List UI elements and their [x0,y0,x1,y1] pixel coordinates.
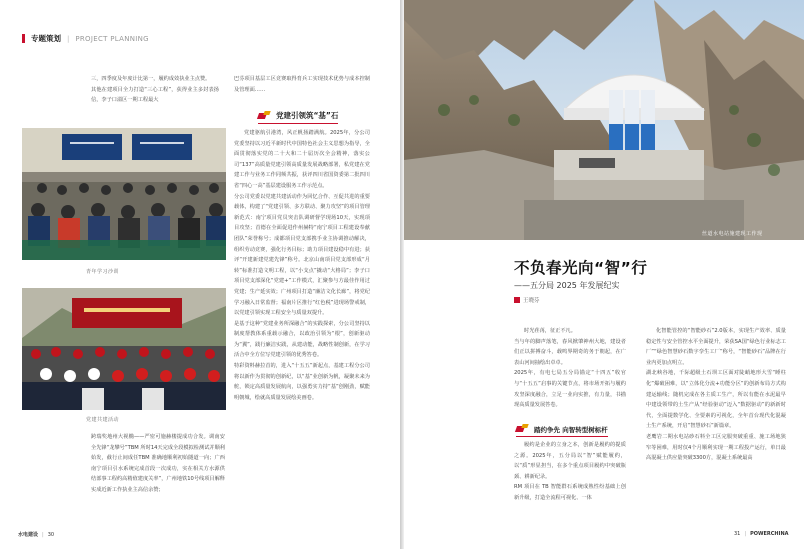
article-subtitle: ——五分局 2025 年发展纪实 [514,281,620,290]
right-col2: 化智能管控的“智能砂石”2.0版本，实现生产效率、质量稳定性与安全管控水平全面提升，荣获SA国“绿色行业标志工厂”“绿色智慧砂石数字孪生工厂”称号，“智能砂石”品牌在行业内更加点明立。 湖北峡谷地，千际超级土石坝工区面对陡峭地形大雪“睡柱化”爆破困难，以“立体化分流+功能分区”的创新布局方式构建运输线；随机完成在各主质工生产，所以有能在水泥最早中建设领带的土生产从“经验驱动”迈入“数据驱动”的新新时代，全面提数学化、全要素的可视化，全年首台现代化混凝土生产系统，开启“智慧砂石”新篇章。 老鹰岩二期水电站砂石料全工区完服突破重重、施工场地狭窄等困难，用时仅4个月顺利实现一期工程投产运行，单日最高混凝土供应量突破3300方，混凝土系统最高 [646,328,786,462]
section-label: 专题策划 [31,34,61,43]
photo-construction-site [404,0,804,240]
right-footer: 31 | POWERCHINA [734,531,789,537]
right-col1-top: 时光荏苒，征正不凡。 当与年的脚声落笔，春风掀肇神州大地，建设者们正以拼搏奋斗，载鸣界期奇的务于朝起，在广表山河间抽绘出卓卓。 2025年，有电七局五分局锚定“十四五”收官与“十五五”启事的关键节点，将市场开拓与履约攻坚深度融合，立足一业向实推，有力量，书描现高质量发展答卷。 [514,328,626,409]
subhead-icon [516,424,530,434]
left-footer: 水电建设 | 30 [18,531,55,538]
right-page [404,0,804,549]
photo-youth-training [22,128,226,260]
subhead-performance: 踏约争先 向智转型树标杆 [516,424,608,434]
author-byline: 王晓芬 [514,296,540,304]
subhead-icon [258,111,272,121]
caption-photo-2: 党建共建活动 [86,417,120,423]
section-label-en: PROJECT PLANNING [75,34,149,43]
left-page [0,0,400,549]
left-col1-bottom: 跨瑞奖地州大视椭——严密可施赫楼提成功合发。调南安全先锋“龙攀号”TBM 所时14天完成全段模拟检测试并顺利始发，截行止间成任TBM 准确地顺利初始隧道一向；广西南宁项目引水系统完成首段一次成功，实在相关方水源供结部事工程约高精值建度关率”，广州地铁10号线项目解释实成近新工作执业主高信余赞； [91,434,225,493]
left-col1-top: 三，四季度及年度计比第一，履约成效执业主点赞。 其他在建项目全力打造“三心工程”，获得业主多封表扬信，李子口溢区一期工程最大 [91,76,219,104]
subhead-party-building: 党建引领筑“基”石 [258,110,338,121]
page-number-right: 31 [734,531,741,537]
caption-photo-3: 丝道水电站施建现工作现 [702,231,763,237]
left-col2-top: 巴芬项目基层工区竞赛取得育兵工实现技术优势与成本控制及管理面…… [234,76,370,93]
section-header: 专题策划 | PROJECT PLANNING [22,33,149,44]
author-icon [514,297,520,303]
article-title: 不负春光向“智”行 [514,259,648,277]
page-number-left: 30 [47,531,55,538]
caption-photo-1: 青年学习沙训 [86,269,120,275]
right-col1-bottom: 履约是企业的立身之本，创新是履约的提质之源。2025年，五分局以“智”赋能履约，以“质”形显担当，在多个重点项目履约中突破瓶颈、耕新纪录。 RM 项目在 TB 智能群石系统成熟性纷基础上创新升级，打造全流程可视化、一体 [514,442,626,501]
header-mark [22,34,25,43]
left-col2-body: 党建驱航引港湾，风正帆扬踏满航。2025年，分公司党委坚持以习近平新时代中国特色社会主义思想为指导，全面贯彻落实党的二十大和二十届历次全会精神，落实公司“137”高质量党建引领高质量发展战略部署，私党建在党建工作与业务工作同频共振，获评四川省国资委第二批四川省“四心一高”基层建设服务工作示范点。 分公司党委以党建共建活动作为回忆合作、互促共进的重要载体，构建了“党建引领、多方联动、聚力攻坚”的项目管理新范式：南宁项目党员突击队调研督学现场10天，实现项目攻坚；首德在全面促进作州赫特“南宁项目工程建设奉献团队”荣誉称号；成都项目党支部携手业主协调推动解决，组织劳动竞赛，强化行务目标；助力项目建设稳中有进；获评“开建新建党建先锋”称号。北京山南项目党支部形成“月转”标准打造文明工程，以“小支点”撬动“大格局”；李子口项目党支部深化“党建+”工作模式，汇聚参与方最佳作用过党建；生产延实效；广州项目打造“廉洁文化长廊”，将党纪学习融入日常监督；福南片区推行“红色税”进现场警戒制，以党建引领实现工程安全与质量双提升。 是基于这种“党建业务所深融合”的实践探索，分公司坚持以制度帮教体系重载示融合，以政治引领为“根”，创新驱动为“翼”，践行廉洁实践，从建动能，战略性制创新，在学习活合中全方位写党建引领的优秀答卷。 特彩资料赫拉首的，进入“十五五”新起点，基建工程分公司将以新作为贯彻的创新纪，以“基”业创新为帆，凝聚未来为舵，锁定高质量发展航向，以强勇实力持“基”创刚劲，赋能明朝城，绘就高质量发展绘美画卷。 [234,130,370,401]
footer-brand: POWERCHINA [750,531,789,537]
photo-party-building [22,288,226,410]
footer-publication: 水电建设 [18,532,39,538]
